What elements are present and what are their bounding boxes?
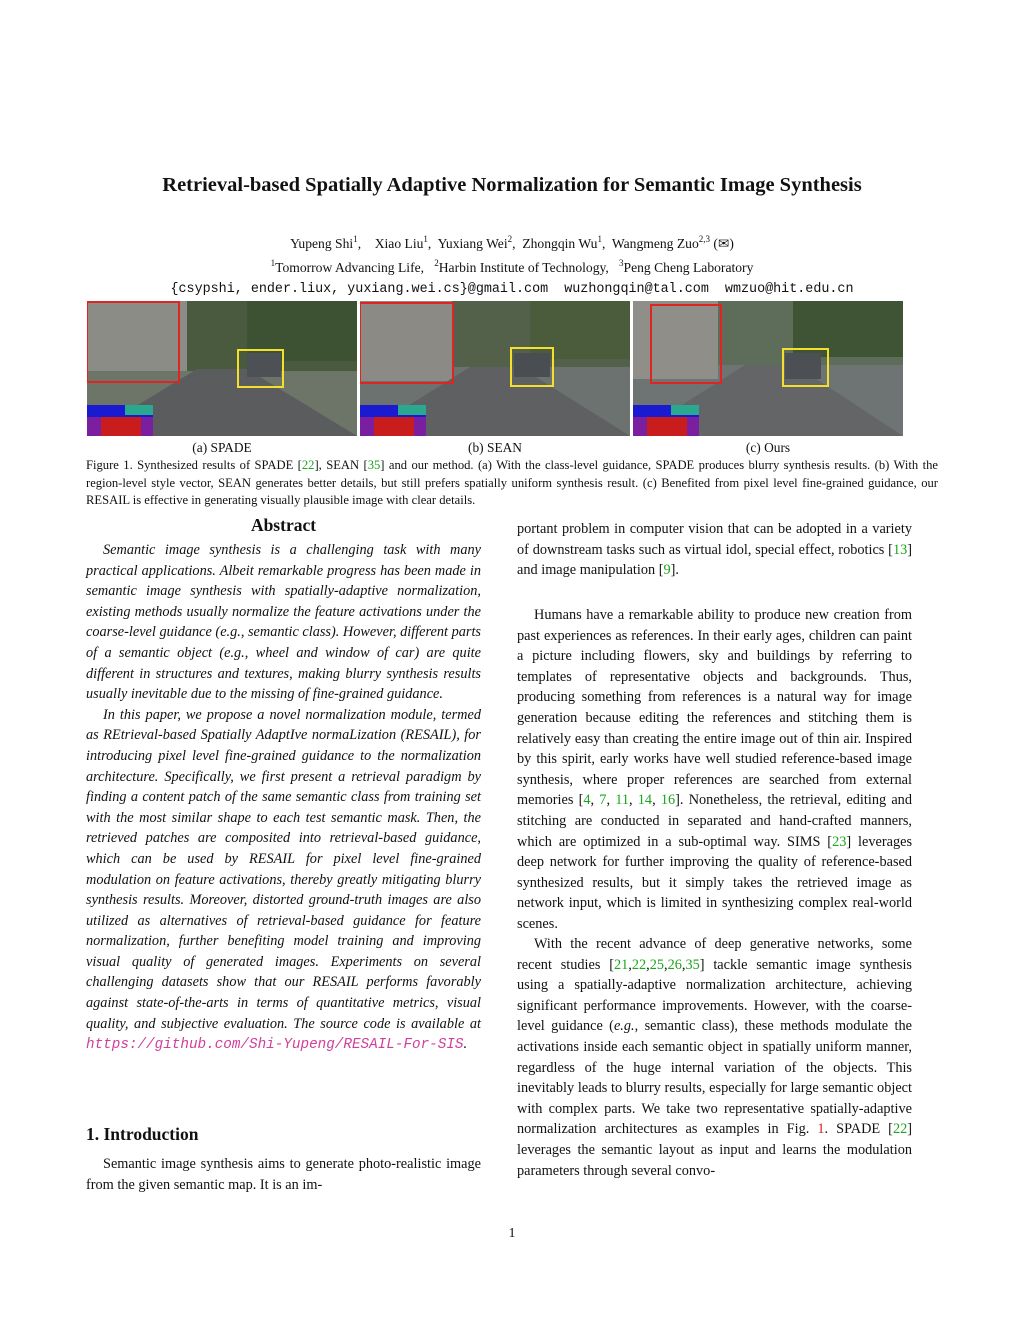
author: Xiao Liu	[374, 236, 424, 251]
body-paragraph: With the recent advance of deep generative networks, some recent studies [21,22,25,26,35] tackle semantic image synthesis using a spatially-adaptive normalization architecture, achieving significant performance improvements. However, with the coarse-level guidance (e.g., semantic class), these methods modulate the activations inside each semantic object in spatially uniform manner, regardless of the huge internal variation of the objects. This inevitably leads to blurry results, especially for large semantic object with complex parts. We take two representative spatially-adaptive normalization architectures as examples in Fig. 1. SPADE [22] leverages the semantic layout as input and learns the modulation parameters through several convo-	[517, 936, 913, 1179]
page-number: 1	[508, 1226, 516, 1241]
email-list: {csypshi, ender.liux, yuxiang.wei.cs}@gmail.com wuzhongqin@tal.com wmzuo@hit.edu.cn	[170, 282, 854, 297]
author: Wangmeng Zuo	[611, 236, 699, 251]
citation-link[interactable]: 7	[599, 792, 607, 809]
citation-link[interactable]: 22	[301, 458, 315, 472]
author: Yupeng Shi	[290, 236, 354, 251]
panel-label-sean: (b) SEAN	[468, 440, 522, 455]
figure-reference-link[interactable]: 1	[817, 1121, 825, 1138]
citation-link[interactable]: 35	[685, 956, 700, 973]
citation-link[interactable]: 22	[892, 1121, 908, 1138]
author: Zhongqin Wu	[522, 236, 598, 251]
affiliations: $^1$Tomorrow Advancing Life, $^2$Harbin Institute of Technology, $^3$Peng Cheng Laboratory	[270, 258, 754, 275]
citation-link[interactable]: 25	[649, 956, 665, 973]
section-heading-introduction: 1. Introduction	[86, 1124, 199, 1144]
citation-link[interactable]: 13	[892, 541, 908, 558]
panel-label-spade: (a) SPADE	[192, 440, 252, 455]
citation-link[interactable]: 11	[615, 792, 629, 809]
citation-link[interactable]: 26	[667, 956, 682, 973]
citation-link[interactable]: 9	[663, 562, 671, 579]
corresponding-mark: (✉)	[710, 236, 734, 251]
citation-link[interactable]: 21	[613, 956, 629, 973]
author: Yuxiang Wei	[437, 236, 508, 251]
citation-link[interactable]: 16	[660, 792, 676, 809]
abstract-heading: Abstract	[250, 515, 317, 535]
paper-title: Retrieval-based Spatially Adaptive Normalization for Semantic Image Synthesis	[162, 174, 862, 196]
citation-link[interactable]: 22	[631, 956, 647, 973]
author-list: Yupeng Shi$^1$, Xiao Liu$^1$, Yuxiang Wei$^2$, Zhongqin Wu$^1$, Wangmeng Zuo$^{2,3}$ (✉)	[290, 234, 734, 251]
figure-panel-sean	[360, 301, 630, 436]
figure-panel-ours	[633, 301, 903, 436]
citation-link[interactable]: 23	[832, 833, 847, 850]
citation-link[interactable]: 4	[583, 792, 591, 809]
figure-panel-spade	[87, 301, 357, 436]
citation-link[interactable]: 35	[367, 458, 381, 472]
figure-caption: Figure 1. Synthesized results of SPADE [22], SEAN [35] and our method. (a) With the class-level guidance, SPADE produces blurry synthesis results. (b) With the region-level style vector, SEAN generates better details, but still prefers spatially uniform synthesis result. (c) Benefited from pixel level fine-grained guidance, our RESAIL is effective in generating visually plausible image with clear details.	[86, 458, 938, 508]
source-code-link[interactable]: https://github.com/Shi-Yupeng/RESAIL-For-SIS	[86, 1037, 464, 1054]
citation-link[interactable]: 14	[637, 792, 653, 809]
abstract-paragraph: Semantic image synthesis is a challenging task with many practical applications. Albeit remarkable progress has been made in semantic image synthesis with spatially-adaptive normalization, existing methods usually normalize the feature activations under the coarse-level guidance (e.g., semantic class). However, different parts of a semantic object (e.g., wheel and window of car) are quite different in structures and textures, making blurry synthesis results usually inevitable due to the missing of fine-grained guidance.	[86, 542, 481, 703]
abstract-body	[86, 540, 481, 1056]
abstract-paragraph: In this paper, we propose a novel normalization module, termed as REtrieval-based Spatially AdaptIve normaLization (RESAIL), for introducing pixel level fine-grained guidance to the normalization architecture. Specifically, we first present a retrieval paradigm by finding a content patch of the same semantic class from training set with the most similar shape to each test semantic mask. Then, the retrieved patches are composited into retrieval-based guidance, which can be used by RESAIL for pixel level fine-grained modulation on feature activations, thereby greatly mitigating blurry synthesis results. Moreover, distorted ground-truth images are also utilized as alternatives of retrieval-based guidance for feature normalization, further benefiting model training and improving visual quality of generated images. Experiments on several challenging datasets show that our RESAIL performs favorably against state-of-the-arts in terms of quantitative metrics, visual quality, and subjective evaluation. The source code is available at https://github.com/Shi-Yupeng/RESAIL-For-SIS.	[86, 706, 481, 1054]
panel-label-ours: (c) Ours	[745, 440, 791, 455]
body-paragraph: Humans have a remarkable ability to produce new creation from past experiences as references. In their early ages, children can paint a picture including flowers, sky and buildings by referring to templates of representative objects and backgrounds. Thus, producing something from references is a natural way for image generation because editing the references and stitching them is relatively easy than creating the entire image out of thin air. Inspired by this spirit, early works have well studied reference-based image synthesis, where proper references are searched from external memories [4, 7, 11, 14, 16]. Nonetheless, the retrieval, editing and stitching are conducted in separated and hand-crafted manners, which are optimized in a sub-optimal way. SIMS [23] leverages deep network for further improving the quality of reference-based synthesized results, but it simply takes the retrieved image as network input, which is limited in synthesizing complex real-world scenes.	[517, 607, 913, 932]
intro-paragraph: Semantic image synthesis aims to generate photo-realistic image from the given semantic map. It is an im-	[86, 1156, 481, 1193]
body-paragraph: portant problem in computer vision that can be adopted in a variety of downstream tasks such as virtual idol, special effect, robotics [13] and image manipulation [9].	[517, 521, 912, 579]
